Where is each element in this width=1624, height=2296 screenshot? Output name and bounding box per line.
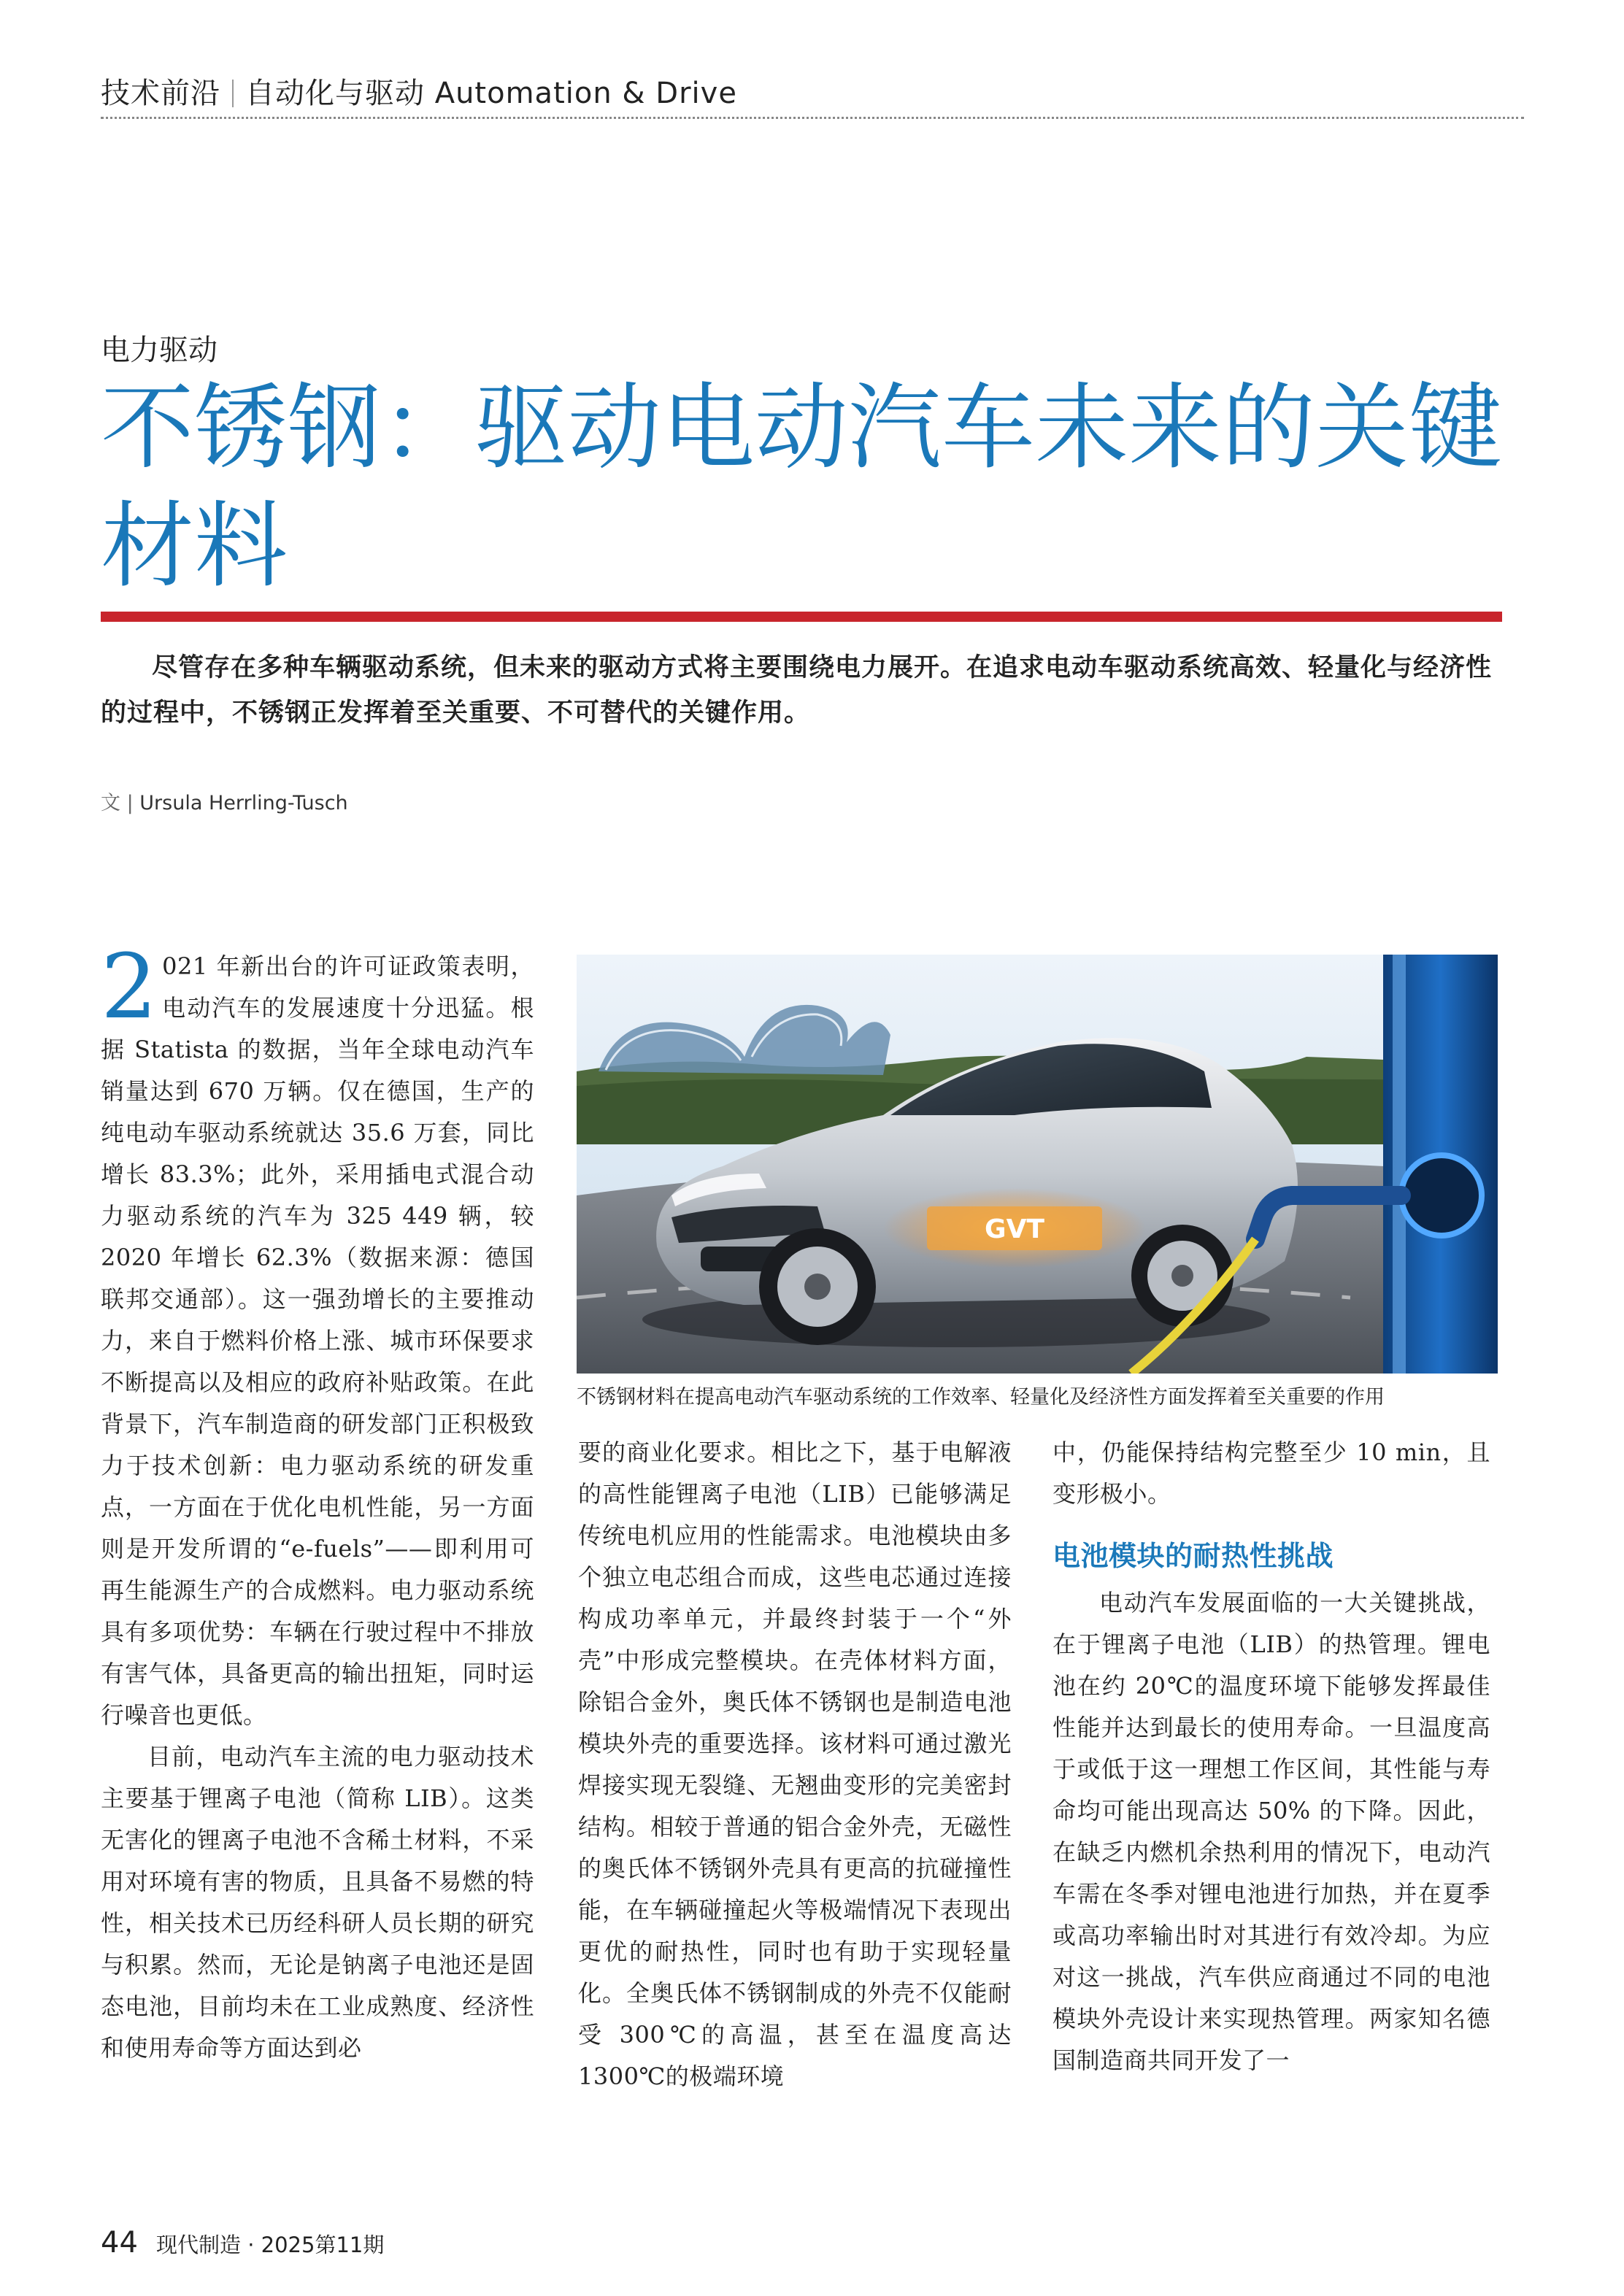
header-divider: [232, 80, 234, 107]
author-name: Ursula Herrling-Tusch: [139, 792, 348, 814]
body-column-1: [101, 935, 534, 2069]
body-paragraph-5: 电动汽车发展面临的一大关键挑战，在于锂离子电池（LIB）的热管理。锂电池在约 20℃的温度环境下能够发挥最佳性能并达到最长的使用寿命。一旦温度高于或低于这一理想工作区间，其性能与寿命均可能出现高达 50% 的下降。因此，在缺乏内燃机余热利用的情况下，电动汽车需在冬季对锂电池进行加热，并在夏季或高功率输出时对其进行有效冷却。为应对这一挑战，汽车供应商通过不同的电池模块外壳设计来实现热管理。两家知名德国制造商共同开发了一: [1052, 1589, 1490, 2074]
body-paragraph-3: 要的商业化要求。相比之下，基于电解液的高性能锂离子电池（LIB）已能够满足传统电机应用的性能需求。电池模块由多个独立电芯组合而成，这些电芯通过连接构成功率单元，并最终封装于一个“外壳”中形成完整模块。在壳体材料方面，除铝合金外，奥氏体不锈钢也是制造电池模块外壳的重要选择。该材料可通过激光焊接实现无裂缝、无翘曲变形的完美密封结构。相较于普通的铝合金外壳，无磁性的奥氏体不锈钢外壳具有更高的抗碰撞性能，在车辆碰撞起火等极端情况下表现出更优的耐热性，同时也有助于实现轻量化。全奥氏体不锈钢制成的外壳不仅能耐受 300℃的高温，甚至在温度高达 1300℃的极端环境: [578, 1438, 1012, 2090]
article-kicker: 电力驱动: [101, 334, 218, 367]
byline: [101, 787, 348, 815]
byline-divider: |: [126, 792, 134, 814]
photo-caption: 不锈钢材料在提高电动汽车驱动系统的工作效率、轻量化及经济性方面发挥着至关重要的作用: [577, 1386, 1385, 1409]
header-section: 技术前沿: [101, 77, 220, 110]
body-paragraph-2: 目前，电动汽车主流的电力驱动技术主要基于锂离子电池（简称 LIB）。这类无害化的锂离子电池不含稀土材料，不采用对环境有害的物质，且具备不易燃的特性，相关技术已历经科研人员长期的研究与积累。然而，无论是钠离子电池还是固态电池，目前均未在工业成熟度、经济性和使用寿命等方面达到必: [101, 1743, 534, 2062]
body-column-3: [1052, 1432, 1490, 2081]
section-heading: 电池模块的耐热性挑战: [1052, 1540, 1334, 1572]
body-paragraph-4: 中，仍能保持结构完整至少 10 min，且变形极小。: [1052, 1438, 1490, 1508]
page-footer: [101, 2226, 384, 2260]
ev-charging-photo: [577, 955, 1498, 1374]
byline-label: 文: [101, 792, 120, 814]
article-title: 不锈钢：驱动电动汽车未来的关键材料: [101, 374, 1503, 601]
header-dotted-rule: [101, 117, 1524, 119]
article-lede: 尽管存在多种车辆驱动系统，但未来的驱动方式将主要围绕电力展开。在追求电动车驱动系统高效、轻量化与经济性的过程中，不锈钢正发挥着至关重要、不可替代的关键作用。: [101, 652, 1493, 728]
journal-issue: 现代制造 · 2025第11期: [156, 2233, 385, 2257]
body-paragraph-1-text: 021 年新出台的许可证政策表明，电动汽车的发展速度十分迅猛。根据 Statista 的数据，当年全球电动汽车销量达到 670 万辆。仅在德国，生产的纯电动车驱动系统就达 35.6 万套，同比增长 83.3%；此外，采用插电式混合动力驱动系统的汽车为 325 449 辆，较 2020 年增长 62.3%（数据来源：德国联邦交通部）。这一强劲增长的主要推动力，来自于燃料价格上涨、城市环保要求不断提高以及相应的政府补贴政策。在此背景下，汽车制造商的研发部门正积极致力于技术创新：电力驱动系统的研发重点，一方面在于优化电机性能，另一方面则是开发所谓的“e-fuels”——即利用可再生能源生产的合成燃料。电力驱动系统具有多项优势：车辆在行驶过程中不排放有害气体，具备更高的输出扭矩，同时运行噪音也更低。: [101, 952, 534, 1729]
running-header: [101, 70, 737, 112]
body-paragraph-1: [101, 935, 534, 1736]
car-battery-label: GVT: [985, 1214, 1044, 1244]
page-number: 44: [101, 2226, 138, 2260]
header-subsection-en: Automation & Drive: [434, 77, 737, 110]
body-column-2: [578, 1432, 1012, 2097]
title-red-rule: [101, 612, 1502, 622]
ev-illustration: [577, 955, 1498, 1374]
drop-cap: 2: [101, 935, 158, 1039]
header-subsection: 自动化与驱动: [245, 77, 425, 110]
